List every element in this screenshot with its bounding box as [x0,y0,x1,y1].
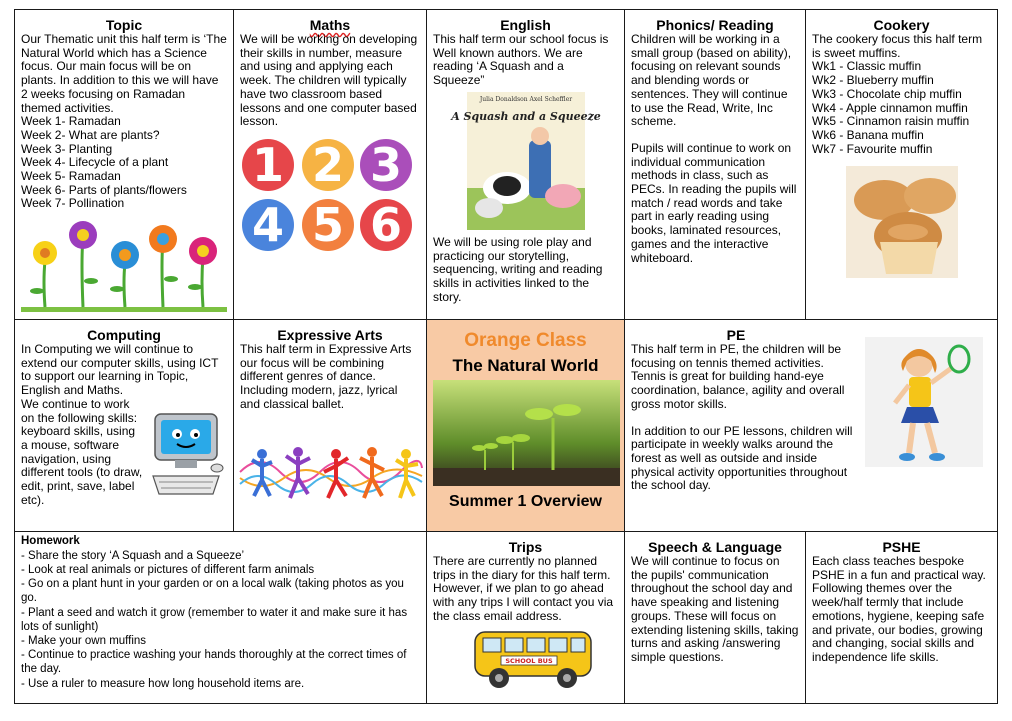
flower-icon [149,225,178,307]
maths-title-text: Maths [309,17,351,33]
cookery-week: Wk2 - Blueberry muffin [812,73,934,88]
cookery-title: Cookery [873,17,930,33]
topic-week: Week 4- Lifecycle of a plant [21,155,169,170]
speech-title: Speech & Language [648,539,782,555]
trips-cell [426,531,625,704]
computing-text-2: We continue to work on the following skills: keyboard skills, using a mouse, software navigation, using different tools (to draw, edit, print, save, label etc). [21,396,143,507]
speech-text: We will continue to focus on the pupils' communication throughout the school day and have speaking and listening groups. These will focus on extending listening skills, taking turns and asking /answering simple questions. [631,554,799,664]
cookery-week: Wk6 - Banana muffin [812,127,924,142]
digit-2: 2 [311,137,345,192]
topic-title: Topic [105,17,143,33]
homework-item: - Look at real animals or pictures of different farm animals [21,563,315,576]
english-text-2: We will be using role play and practicing our storytelling, sequencing, writing and reading skills in activities linked to the story. [433,234,603,304]
topic-week: Week 2- What are plants? [21,127,160,142]
arts-text: This half term in Expressive Arts our focus will be combining different genres of dance. Including modern, jazz, lyrical and classical ballet. [240,342,412,411]
computer-icon [147,412,225,498]
school-bus-illustration [471,628,597,694]
pe-text-1: This half term in PE, the children will be focusing on tennis themed activities. Tennis is great for building hand-eye coordination, balance, agility and overall gross motor skills. [631,342,845,411]
homework-item: - Make your own muffins [21,634,147,647]
homework-item: - Plant a seed and watch it grow (remember to water it and make sure it has lots of sunlight) [21,606,408,633]
trips-text: There are currently no planned trips in the diary for this half term. However, if we plan to go ahead with any trips I will contact you via the class email address. [433,554,614,623]
book-authors: Julia Donaldson Axel Scheffler [479,95,573,103]
homework-title: Homework [21,535,80,547]
flower-icon [69,221,98,307]
class-overview-cell [426,319,625,532]
cookery-week-list [812,60,991,156]
topic-week: Week 1- Ramadan [21,114,121,129]
homework-item: - Go on a plant hunt in your garden or on a local walk (taking photos as you go. [21,578,404,605]
cookery-week: Wk1 - Classic muffin [812,59,922,74]
dancers-illustration [240,442,422,504]
homework-item: - Continue to practice washing your hands thoroughly at the correct times of the day. [21,649,407,676]
topic-intro: Our Thematic unit this half term is ‘The Natural World which has a Science focus. Our main focus will be on plants. In addition to this we will have 2 weeks focusing on Ramadan themed activities. [21,32,227,115]
topic-week: Week 6- Parts of plants/flowers [21,182,187,197]
seedlings-photo [433,380,620,486]
dancer-icon [324,449,348,498]
maths-title [240,17,420,33]
book-title: A Squash and a Squeeze [451,109,601,123]
homework-item: - Use a ruler to measure how long household items are. [21,677,305,690]
topic-cell [14,9,234,320]
theme-title: The Natural World [452,356,599,375]
digit-1: 1 [251,137,285,192]
muffins-photo [846,166,958,278]
cookery-week: Wk3 - Chocolate chip muffin [812,86,962,101]
flowers-illustration [21,221,227,313]
digit-3: 3 [369,137,403,192]
digit-5: 5 [311,197,345,252]
speech-cell [624,531,806,704]
book-cover-image [451,92,601,230]
arts-title: Expressive Arts [277,327,383,343]
computing-title: Computing [87,327,161,343]
flower-icon [30,241,57,307]
maths-cell [233,9,427,320]
english-text-1: This half term our school focus is Well known authors. We are reading ‘A Squash and a Squeeze” [433,32,609,88]
arts-cell [233,319,427,532]
cookery-cell [805,9,998,320]
pe-cell [624,319,998,532]
homework-list [21,549,420,691]
phonics-cell [624,9,806,320]
flower-icon [110,241,139,307]
maths-text: We will be working on developing their skills in number, measure and using and applying each week. The children will typically have two classroom based lessons and one computer based lesson. [240,32,418,129]
digit-4: 4 [251,197,285,252]
cookery-week: Wk7 - Favourite muffin [812,141,933,156]
pshe-cell [805,531,998,704]
overview-title: Summer 1 Overview [449,493,602,510]
trips-title: Trips [508,539,543,555]
digit-6: 6 [369,197,403,252]
pshe-title: PSHE [882,539,921,555]
pe-title: PE [726,327,746,343]
phonics-text-2: Pupils will continue to work on individual communication methods in class, such as PECs. In reading the pupils will match / read words and take part in early reading using books, laminated resources, games and the interactive whiteboard. [631,140,797,265]
flower-icon [188,237,217,307]
phonics-title: Phonics/ Reading [656,17,774,33]
english-cell [426,9,625,320]
english-title: English [500,17,551,33]
homework-item: - Share the story ‘A Squash and a Squeeze’ [21,549,245,562]
dancer-icon [286,447,310,498]
tennis-player-illustration [865,337,983,467]
topic-week: Week 5- Ramadan [21,169,121,184]
topic-week: Week 3- Planting [21,141,113,156]
pe-text-2: In addition to our PE lessons, children will participate in weekly walks around the forest as well as outside and inside physical activity opportunities throughout the school day. [631,423,853,493]
numbers-illustration [240,135,420,257]
topic-week-list [21,115,227,211]
computing-cell [14,319,234,532]
class-name: Orange Class [464,330,587,351]
cookery-intro: The cookery focus this half term is sweet muffins. [812,32,983,60]
homework-cell [14,531,427,704]
bus-label: SCHOOL BUS [505,656,553,665]
cookery-week: Wk4 - Apple cinnamon muffin [812,100,968,115]
dancer-icon [252,449,272,496]
cookery-week: Wk5 - Cinnamon raisin muffin [812,114,970,129]
computing-text-1: In Computing we will continue to extend our computer skills, using ICT to support our learning in Topic, English and Maths. [21,342,219,398]
pshe-text: Each class teaches bespoke PSHE in a fun and practical way. Following themes over the week/half termly that include emotions, hygiene, keeping safe and private, our bodies, growing and changing, social skills and independence life skills. [812,554,986,664]
phonics-text-1: Children will be working in a small group (based on ability), focusing on relevant sounds and blending words or sentences. They will continue to use the Read, Write, Inc scheme. [631,32,792,129]
topic-week: Week 7- Pollination [21,196,125,211]
